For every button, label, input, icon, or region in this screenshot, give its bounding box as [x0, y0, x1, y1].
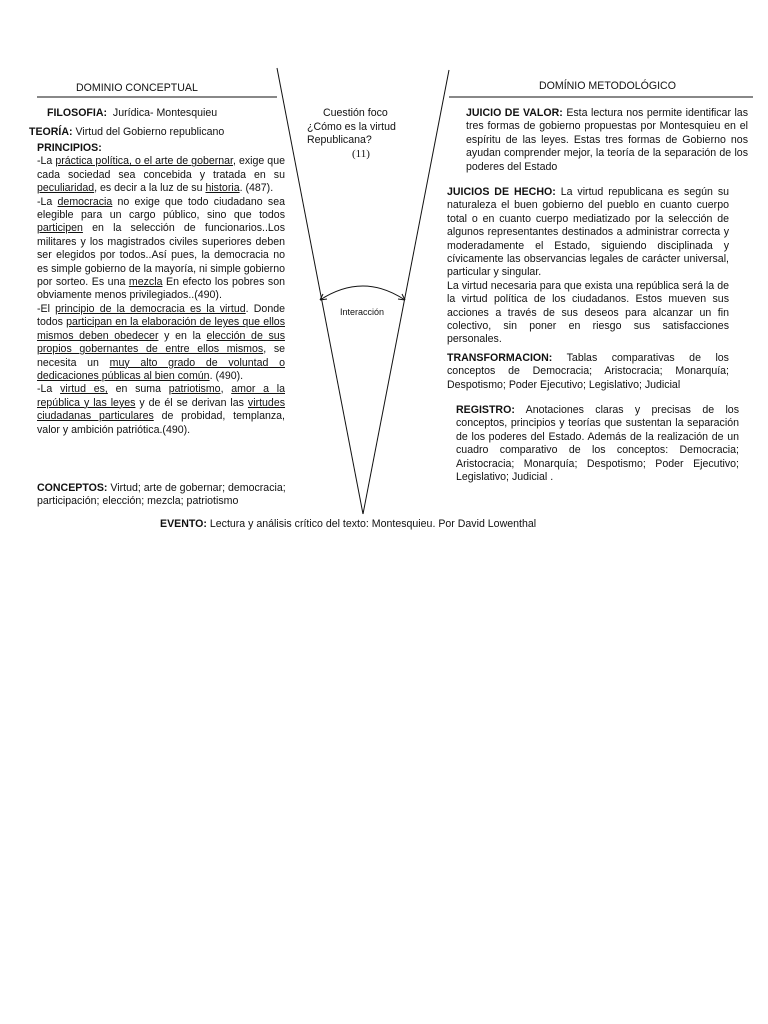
- interaction-label: Interacción: [340, 307, 385, 317]
- conceptos-text: Virtud; arte de gobernar; democracia; participación; elección; mezcla; patriotismo: [37, 482, 286, 508]
- principios-block: [37, 142, 285, 437]
- filosofia-label: FILOSOFIA:: [47, 107, 108, 119]
- transformacion-text: Tablas comparativas de los conceptos de Democracia; Aristocracia; Monarquía; Despotismo; Poder Ejecutivo; Legislativo; Judicial: [447, 352, 729, 391]
- principio-2: -La democracia no exige que todo ciudadano sea elegible para un cargo público, sino que todos participen en la selección de funcionarios..Los militares y los magistrados civiles superiores deben ser elegidos por todos..Así pues, la democracia no es simple gobierno de la mayoría, ni simple gobierno por sorteo. Es una mezcla En efecto los pobres son obviamente menos privilegiados..(490).: [37, 195, 285, 302]
- right-domain-title: DOMÍNIO METODOLÓGICO: [539, 80, 676, 92]
- conceptos-label: CONCEPTOS:: [37, 482, 108, 494]
- principio-4: -La virtud es, en suma patriotismo, amor a la república y las leyes y de él se derivan las virtudes ciudadanas particulares de probidad, templanza, valor y ambición patriótica.(490).: [37, 383, 286, 436]
- focus-question: ¿Cómo es la virtud Republicana?: [307, 121, 396, 147]
- registro-label: REGISTRO:: [456, 404, 515, 416]
- juicios-hecho-text-2: La virtud necesaria para que exista una república será la de la virtud política de los ciudadanos. Estos mueven sus acciones a través de sus deseos para alcanzar un fin colectivo, sin poner en riesgo sus satisfacciones personales.: [447, 279, 729, 346]
- teoria-text: Virtud del Gobierno republicano: [75, 126, 225, 138]
- evento-label: EVENTO:: [160, 518, 207, 530]
- transformacion: [447, 352, 729, 392]
- principio-3: -El principio de la democracia es la virtud. Donde todos participan en la elaboración de leyes que ellos mismos deben obedecer y en la elección de sus propios gobernantes de entre ellos mismos, se necesita un muy alto grado de voluntad o dedicaciones públicas al bien común. (490).: [37, 302, 286, 382]
- juicios-hecho: [447, 186, 729, 347]
- evento-text: Lectura y análisis crítico del texto: Montesquieu. Por David Lowenthal: [209, 518, 537, 530]
- filosofia: [47, 107, 217, 120]
- focus-title: Cuestión foco: [323, 107, 388, 119]
- juicio-valor-text: Esta lectura nos permite identificar las tres formas de gobierno propuestas por Montesquieu en el espíritu de las leyes. Estas tres formas de Gobierno nos ayudan comprender mejor, la teoría de la separación de los poderes del Estado: [466, 107, 748, 173]
- teoria-label: TEORÍA:: [29, 126, 73, 138]
- juicios-hecho-label: JUICIOS DE HECHO:: [447, 186, 556, 198]
- focus-number: (11): [352, 148, 370, 160]
- evento: [160, 518, 536, 531]
- juicios-hecho-text: La virtud republicana es según su naturaleza el buen gobierno del pueblo en cuanto cuerpo total o en cuanto cuerpo mediatizado por la selección de algunos representantes destinados a administrar correcta y moderadamente el Estado, siguiendo disciplinada y cívicamente las observancias legales de carácter universal, particular y singular.: [447, 186, 730, 279]
- registro: [456, 404, 739, 484]
- principios-label: PRINCIPIOS:: [37, 142, 102, 154]
- teoria: [29, 126, 224, 139]
- left-domain-title: DOMINIO CONCEPTUAL: [76, 82, 198, 94]
- filosofia-text: Jurídica- Montesquieu: [112, 107, 218, 119]
- juicio-valor-label: JUICIO DE VALOR:: [466, 107, 563, 119]
- juicio-valor: [466, 107, 748, 174]
- principio-1: -La práctica política, o el arte de gobernar, exige que cada sociedad sea concebida y tratada en su peculiaridad, es decir a la luz de su historia. (487).: [37, 155, 285, 195]
- transformacion-label: TRANSFORMACION:: [447, 352, 553, 364]
- conceptos: [37, 482, 322, 509]
- interaction-arc: [320, 286, 405, 300]
- registro-text: Anotaciones claras y precisas de los conceptos, principios y teorías que sustentan la separación de los poderes del Estado. Además de la realización de un cuadro comparativo de los conceptos: Democracia; Aristocracia; Monarquía; Despotismo; Poder Ejecutivo; Legislativo; Judicial .: [456, 404, 739, 484]
